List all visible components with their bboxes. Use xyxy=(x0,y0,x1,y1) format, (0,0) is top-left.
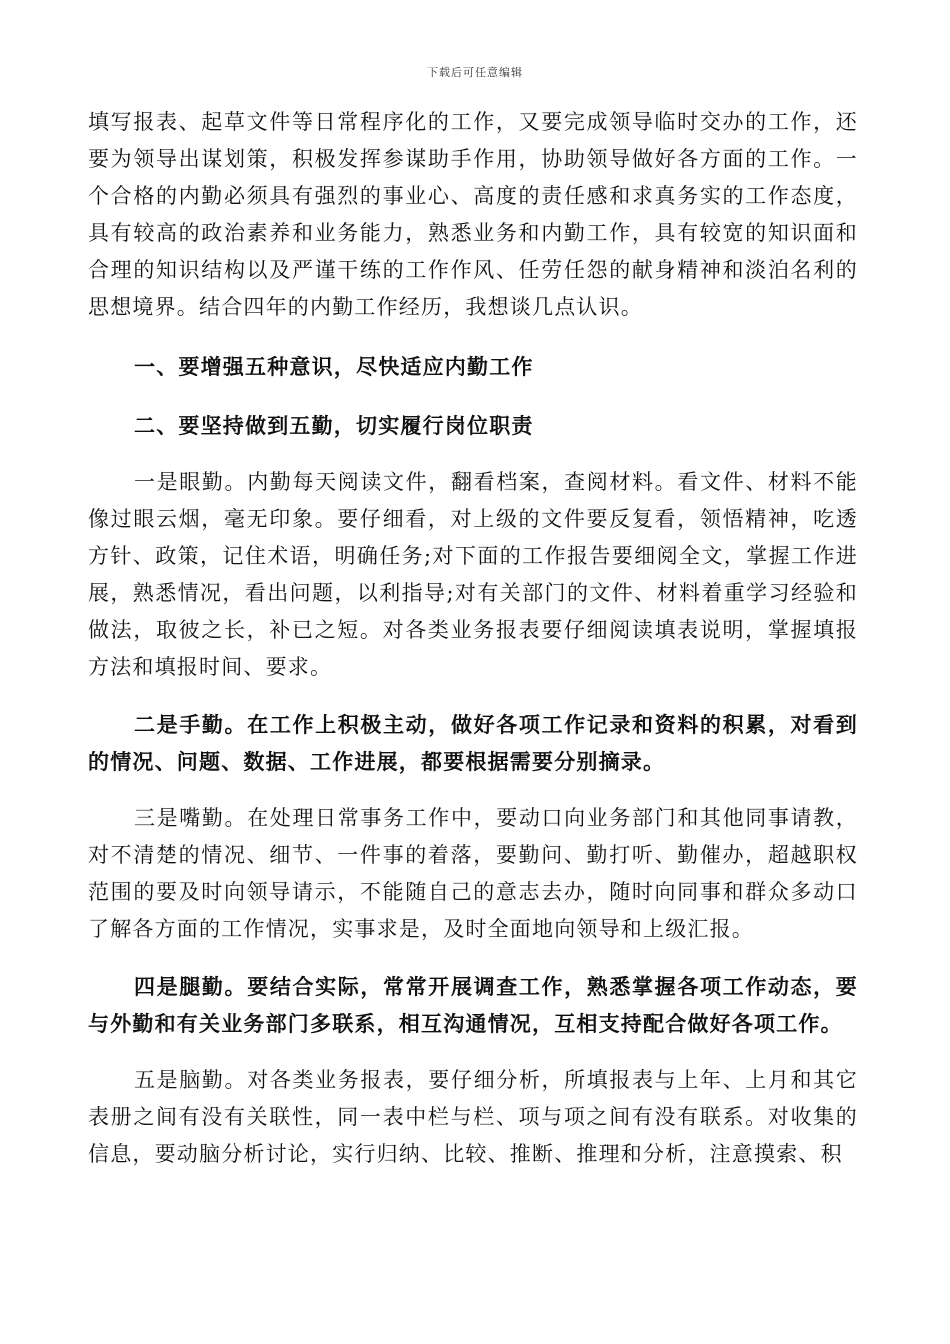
paragraph-leg-diligence: 四是腿勤。要结合实际，常常开展调查工作，熟悉掌握各项工作动态，要与外勤和有关业务部门多联系，相互沟通情况，互相支持配合做好各项工作。 xyxy=(88,974,858,1036)
document-body xyxy=(88,104,858,1173)
paragraph-eye-diligence: 一是眼勤。内勤每天阅读文件，翻看档案，查阅材料。看文件、材料不能像过眼云烟，毫无印象。要仔细看，对上级的文件要反复看，领悟精神，吃透方针、政策，记住术语，明确任务;对下面的工作报告要细阅全文，掌握工作进展，熟悉情况，看出问题，以利指导;对有关部门的文件、材料着重学习经验和做法，取彼之长，补已之短。对各类业务报表要仔细阅读填表说明，掌握填报方法和填报时间、要求。 xyxy=(88,470,858,679)
section-heading-2: 二、要坚持做到五勤，切实履行岗位职责 xyxy=(134,413,534,438)
paragraph-mouth-diligence: 三是嘴勤。在处理日常事务工作中，要动口向业务部门和其他同事请教，对不清楚的情况、细节、一件事的着落，要勤问、勤打听、勤催办，超越职权范围的要及时向领导请示，不能随自己的意志去办，随时向同事和群众多动口了解各方面的工作情况，实事求是，及时全面地向领导和上级汇报。 xyxy=(88,806,858,941)
paragraph-brain-diligence: 五是脑勤。对各类业务报表，要仔细分析，所填报表与上年、上月和其它表册之间有没有关联性，同一表中栏与栏、项与项之间有没有联系。对收集的信息，要动脑分析讨论，实行归纳、比较、推断、推理和分析，注意摸索、积 xyxy=(88,1068,858,1166)
section-heading-1: 一、要增强五种意识，尽快适应内勤工作 xyxy=(134,354,534,379)
paragraph-hand-diligence: 二是手勤。在工作上积极主动，做好各项工作记录和资料的积累，对看到的情况、问题、数据、工作进展，都要根据需要分别摘录。 xyxy=(88,712,858,774)
page-header-note: 下载后可任意编辑 xyxy=(427,66,523,79)
paragraph-intro: 填写报表、起草文件等日常程序化的工作，又要完成领导临时交办的工作，还要为领导出谋划策，积极发挥参谋助手作用，协助领导做好各方面的工作。一个合格的内勤必须具有强烈的事业心、高度的责任感和求真务实的工作态度，具有较高的政治素养和业务能力，熟悉业务和内勤工作，具有较宽的知识面和合理的知识结构以及严谨干练的工作作风、任劳任怨的献身精神和淡泊名利的思想境界。结合四年的内勤工作经历，我想谈几点认识。 xyxy=(88,110,858,319)
